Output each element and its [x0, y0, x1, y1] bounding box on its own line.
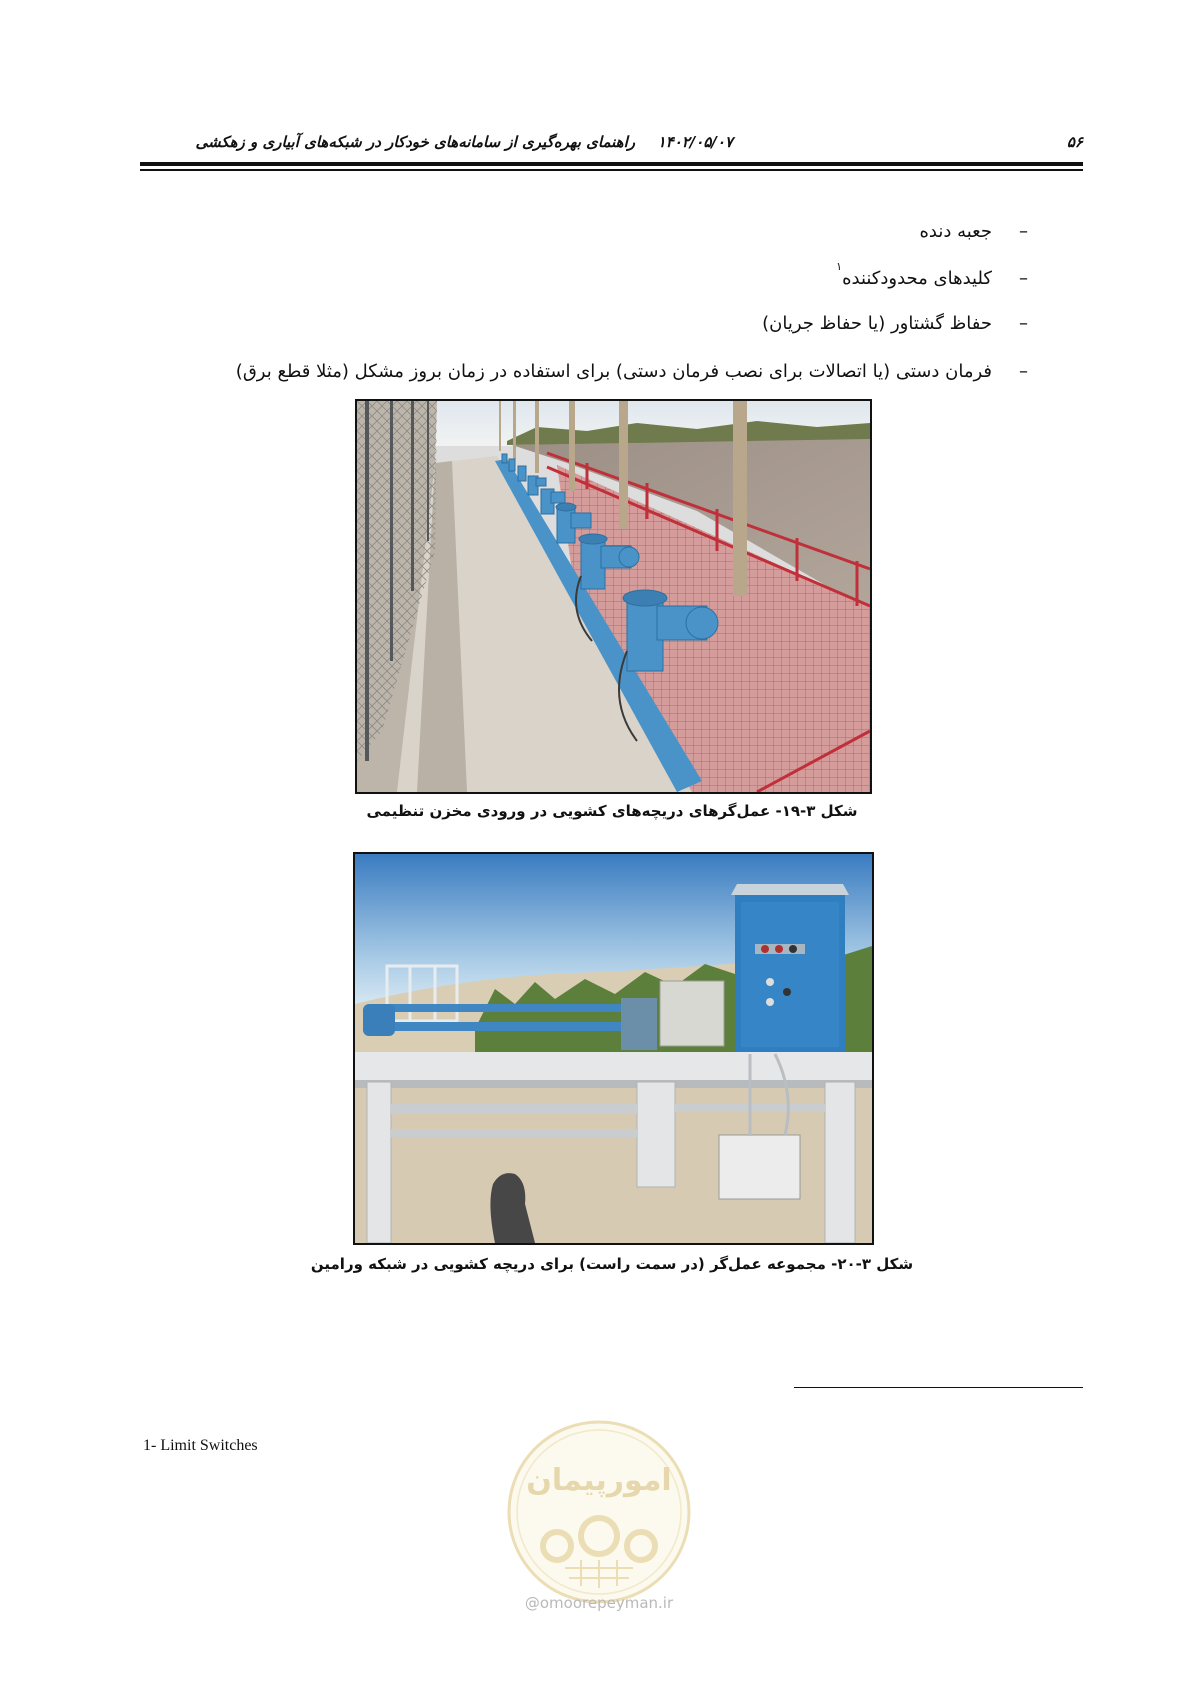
- footnote-ref: ۱: [836, 260, 843, 273]
- photo-actuators-river-scene: [357, 401, 870, 792]
- bullet-marker: –: [1019, 313, 1028, 334]
- header-title: راهنمای بهره‌گیری از سامانه‌های خودکار در شبکه‌های آبیاری و زهکشی: [195, 133, 635, 151]
- header-date: ۱۴۰۲/۰۵/۰۷: [657, 133, 733, 151]
- figure-photo-actuator-assembly: [353, 852, 874, 1245]
- list-item-text: حفاظ گشتاور (یا حفاظ جریان): [762, 313, 992, 334]
- blue-motor: [363, 1004, 395, 1036]
- photo-actuator-assembly-scene: [355, 854, 872, 1243]
- blue-pipe-upper: [375, 1004, 625, 1012]
- list-item: [919, 220, 1028, 244]
- bullet-marker: –: [1019, 221, 1028, 242]
- list-item-text: جعبه دنده: [919, 221, 992, 242]
- blue-control-box: [731, 884, 849, 1054]
- footnote-rule: [794, 1387, 1083, 1388]
- watermark-handle: @omoorepeyman.ir: [524, 1594, 674, 1612]
- main-steel-beam: [355, 1052, 872, 1082]
- figure-caption: شکل ۳-۲۰- مجموعه عمل‌گر (در سمت راست) برای دریچه کشویی در شبکه ورامین: [310, 1255, 914, 1273]
- watermark-logo: [505, 1418, 693, 1606]
- footnote: 1- Limit Switches: [143, 1437, 258, 1454]
- bullet-marker: –: [1019, 268, 1028, 289]
- figure-caption: شکل ۳-۱۹- عمل‌گرهای دریچه‌های کشویی در ورودی مخزن تنظیمی: [366, 802, 858, 820]
- list-item-text: کلیدهای محدودکننده: [842, 268, 992, 289]
- junction-box: [719, 1135, 800, 1199]
- beam-shadow: [355, 1080, 872, 1088]
- grey-box: [660, 981, 724, 1046]
- figure-photo-actuators-river: [355, 399, 872, 794]
- list-item: [236, 360, 1028, 384]
- logo-lettering: امورپیمان: [526, 1463, 672, 1498]
- page-number: ۵۶: [1066, 133, 1083, 151]
- header-rule-thin: [140, 169, 1083, 171]
- bullet-marker: –: [1019, 361, 1028, 382]
- list-item: [836, 260, 1028, 291]
- header-rule-thick: [140, 162, 1083, 166]
- list-item: [762, 312, 1028, 336]
- gearbox: [621, 998, 657, 1050]
- blue-pipe-lower: [363, 1022, 648, 1031]
- list-item-text: فرمان دستی (یا اتصالات برای نصب فرمان دستی) برای استفاده در زمان بروز مشکل (مثلا قطع برق): [235, 361, 992, 382]
